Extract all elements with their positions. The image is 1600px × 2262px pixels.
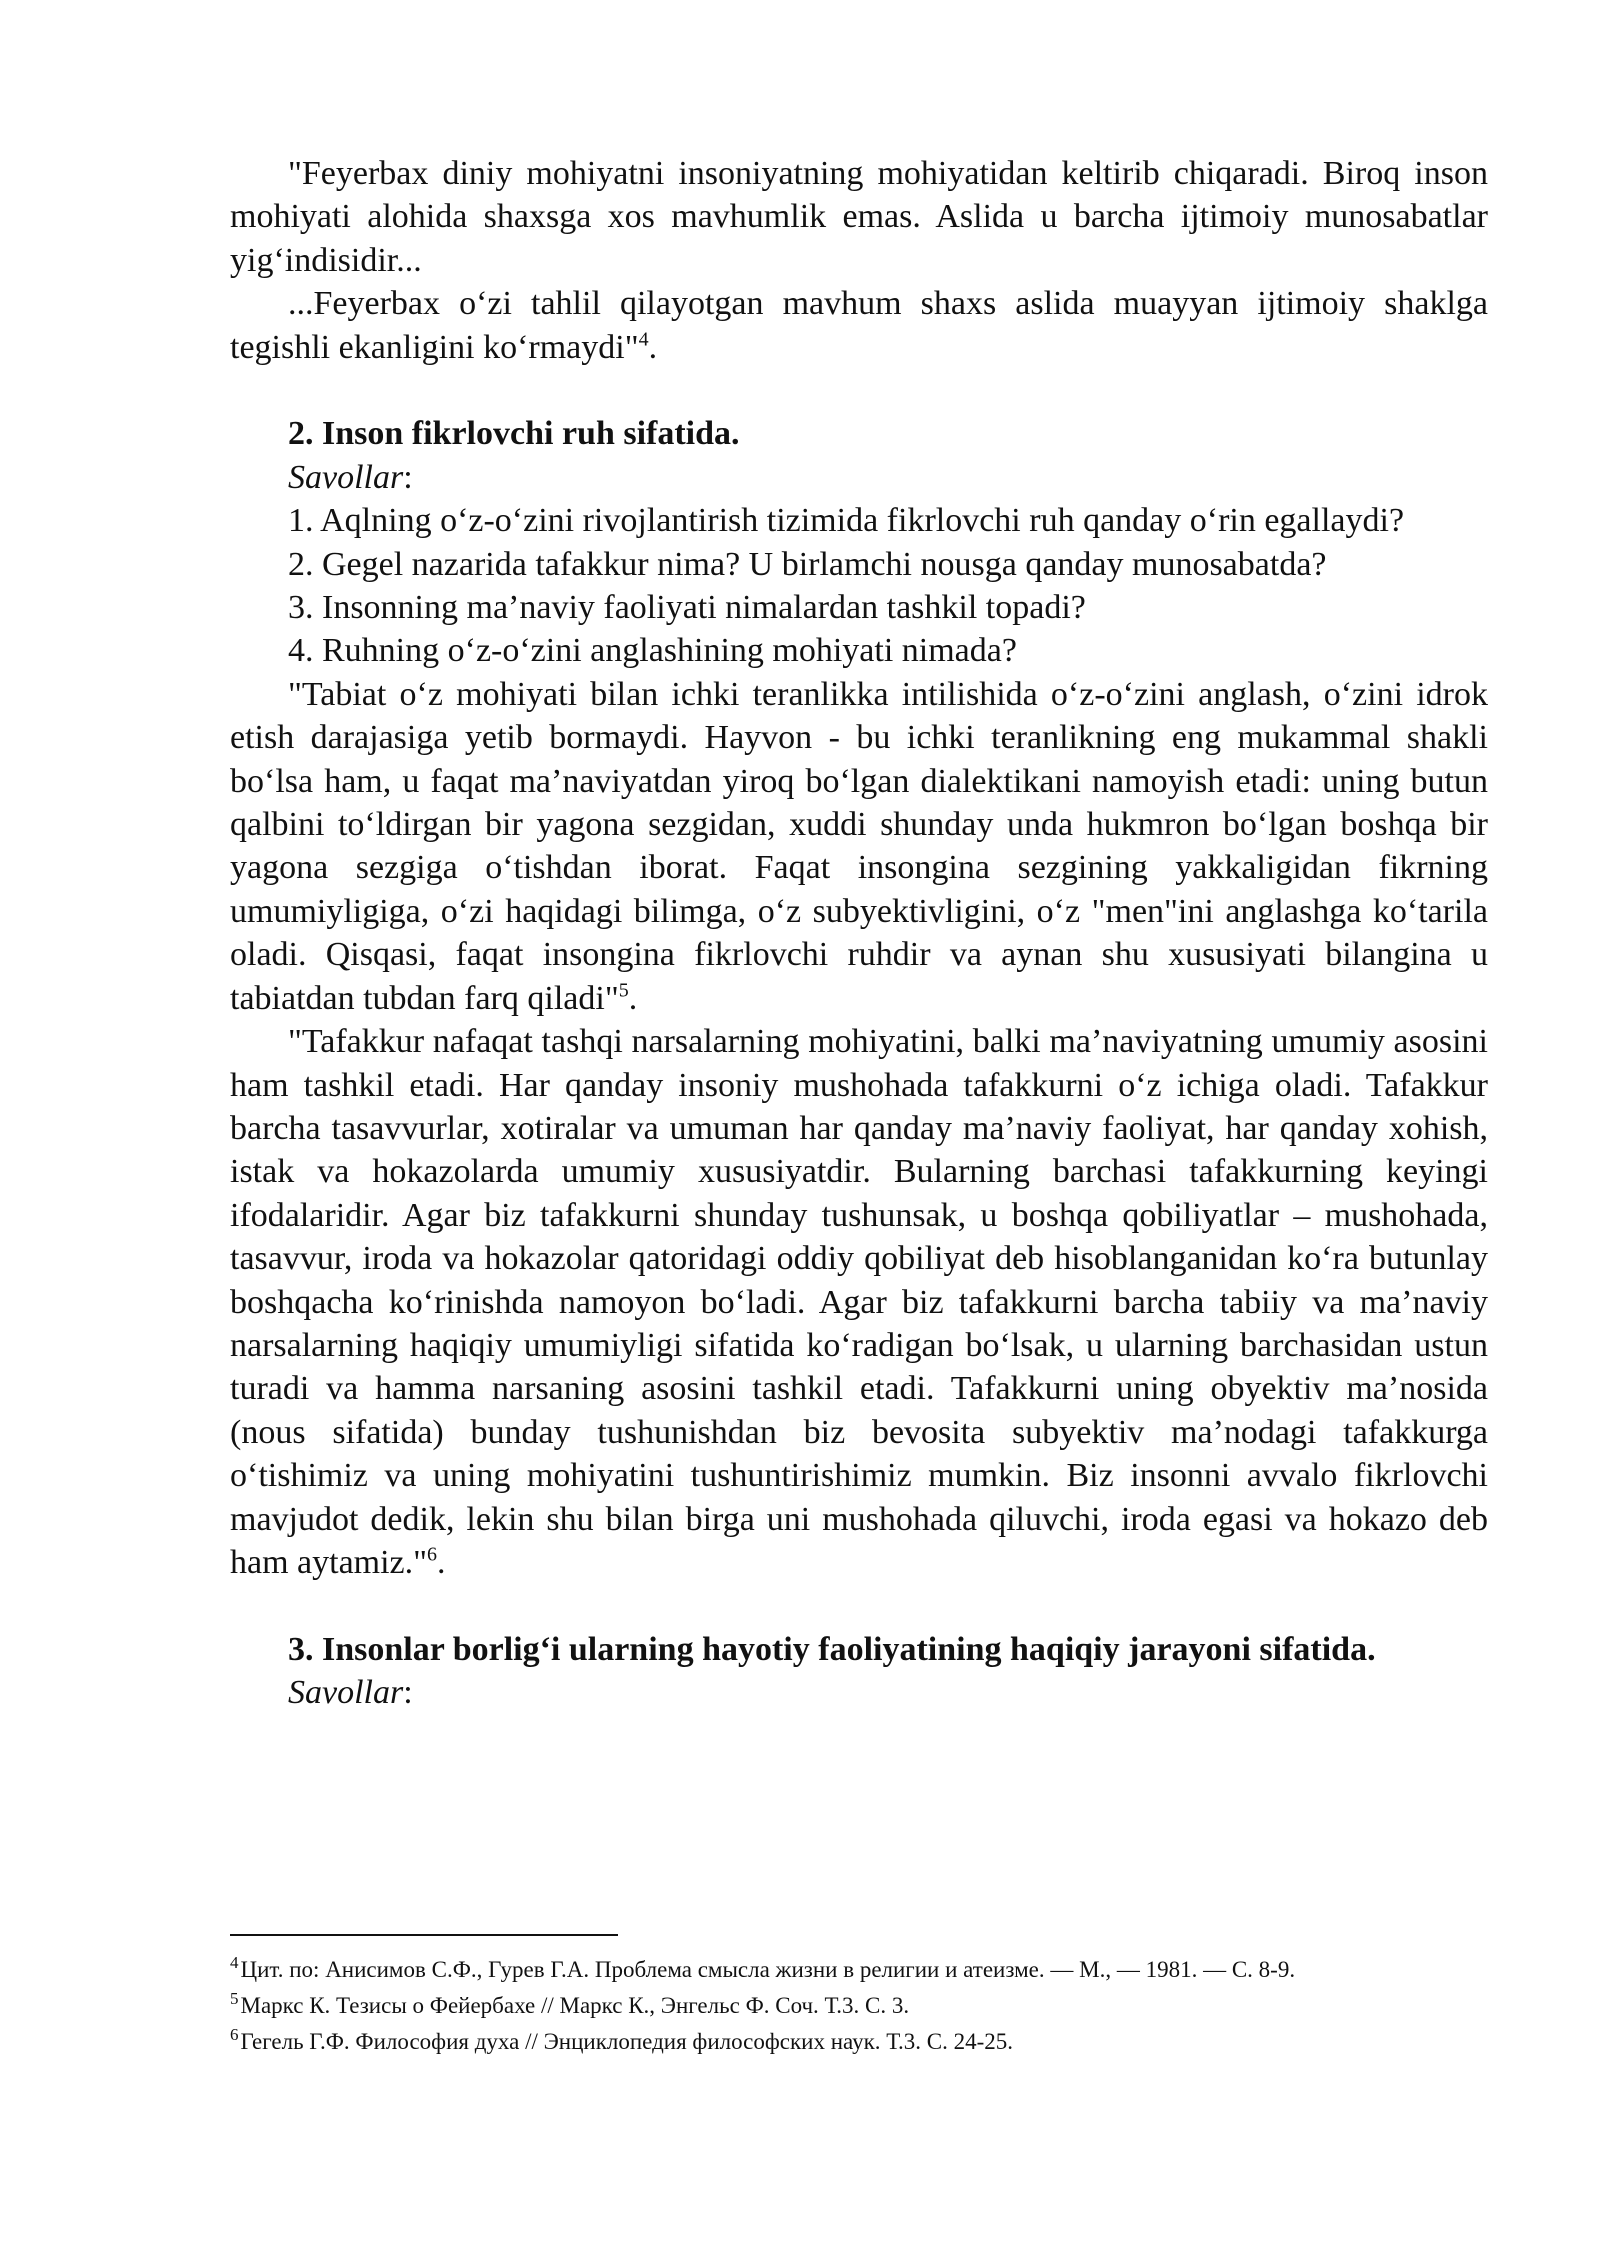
footnote-ref-5[interactable]: 5 (618, 979, 629, 1002)
page-body (230, 152, 1488, 1715)
section-2-heading: 2. Inson fikrlovchi ruh sifatida. (288, 415, 740, 453)
footnote-5: $^5$Маркс К. Тезисы о Фейербахе // Маркс К., Энгельс Ф. Соч. Т.3. С. 3. (230, 1989, 910, 2018)
question-1: 1. Aqlning o‘z-o‘zini rivojlantirish tizimida fikrlovchi ruh qanday o‘rin egallaydi? (288, 502, 1405, 540)
footnote-separator (230, 1934, 618, 1936)
footnote-ref-4[interactable]: 4 (638, 328, 649, 351)
footnotes (230, 1955, 1488, 2063)
paragraph-feuerbach-continuation: ...Feyerbax o‘zi tahlil qilayotgan mavhum shaxs aslida muayyan ijtimoiy shaklga tegishli ekanligini ko‘rmaydi"$^4$. (230, 285, 1488, 366)
paragraph-nature-quote: "Tabiat o‘z mohiyati bilan ichki teranlikka intilishida o‘z-o‘zini anglash, o‘zini idrok etish darajasiga yetib bormaydi. Hayvon - bu ichki teranlikning eng mukammal shakli bo‘lsa ham, u faqat ma’naviyatdan yiroq bo‘lgan dialektikani namoyish etadi: uning butun qalbini to‘ldirgan bir yagona sezgidan, xuddi shunday unda hukmron bo‘lgan boshqa bir yagona sezgiga o‘tishdan iborat. Faqat insongina sezgining yakkaligidan fikrning umumiyligiga, o‘zi haqidagi bilimga, o‘z subyektivligini, o‘z "men"ini anglashga ko‘tarila oladi. Qisqasi, faqat insongina fikrlovchi ruhdir va aynan shu xususiyati bilangina u tabiatdan tubdan farq qiladi"$^5$. (230, 675, 1488, 1017)
footnote-ref-6[interactable]: 6 (427, 1543, 438, 1566)
paragraph-thinking-quote: "Tafakkur nafaqat tashqi narsalarning mohiyatini, balki ma’naviyatning umumiy asosini ham tashkil etadi. Har qanday insoniy mushohada tafakkurni o‘z ichiga oladi. Tafakkur barcha tasavvurlar, xotiralar va umuman har qanday ma’naviy faoliyat, har qanday xohish, istak va hokazolarda umumiy xususiyatdir. Bularning barchasi tafakkurning keyingi ifodalaridir. Agar biz tafakkurni shunday tushunsak, u boshqa qobiliyatlar – mushohada, tasavvur, iroda va hokazolar qatoridagi oddiy qobiliyat deb hisoblanganidan ko‘ra butunlay boshqacha ko‘rinishda namoyon bo‘ladi. Agar biz tafakkurni barcha tabiiy va ma’naviy narsalarning haqiqiy umumiyligi sifatida ko‘radigan bo‘lsak, u ularning barchasidan ustun turadi va hamma narsaning asosini tashkil etadi. Tafakkurni uning obyektiv ma’nosida (nous sifatida) bunday tushunishdan biz bevosita subyektiv ma’nodagi tafakkurga o‘tishimiz va uning mohiyatini tushuntirishimiz mumkin. Biz insonni avvalo fikrlovchi mavjudot dedik, lekin shu bilan birga uni mushohada qiluvchi, iroda egasi va hokazo deb ham aytamiz."$^6$. (230, 1023, 1488, 1581)
spacer (230, 1584, 1488, 1627)
section-3-questions-label: Savollar: (288, 1674, 413, 1712)
question-3: 3. Insonning ma’naviy faoliyati nimalardan tashkil topadi? (288, 589, 1086, 627)
question-2: 2. Gegel nazarida tafakkur nima? U birlamchi nousga qanday munosabatda? (288, 545, 1327, 583)
question-4: 4. Ruhning o‘z-o‘zini anglashining mohiyati nimada? (288, 632, 1017, 670)
spacer (230, 369, 1488, 412)
section-2-questions-label: Savollar: (288, 458, 413, 496)
footnote-4: $^4$Цит. по: Анисимов С.Ф., Гурев Г.А. Проблема смысла жизни в религии и атеизме. — М., — 1981. — С. 8-9. (230, 1953, 1296, 1982)
section-3-heading: 3. Insonlar borlig‘i ularning hayotiy faoliyatining haqiqiy jarayoni sifatida. (288, 1630, 1376, 1668)
paragraph-feuerbach-quote: "Feyerbax diniy mohiyatni insoniyatning mohiyatidan keltirib chiqaradi. Biroq inson mohiyati alohida shaxsga xos mavhumlik emas. Aslida u barcha ijtimoiy munosabatlar yig‘indisidir... (230, 155, 1488, 279)
footnote-6: $^6$Гегель Г.Ф. Философия духа // Энциклопедия философских наук. Т.3. С. 24-25. (230, 2025, 1013, 2054)
